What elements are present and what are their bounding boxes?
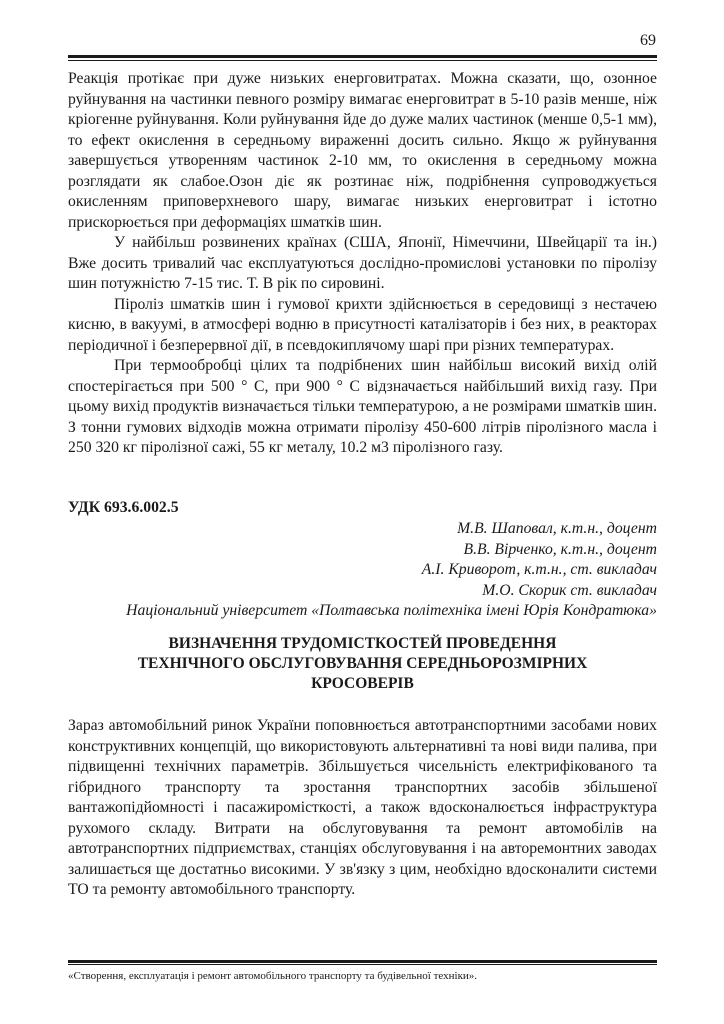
paragraph-introduction: Зараз автомобільний ринок України поповнюється автотранспортними засобами нових конструктивних концепцій, що використовують альтернативні та нові види палива, при підвищенні технічних параметрів. Збільшується чисельність електрифікованого та гібридного транспорту та зростання транспортних засобів збільшеної вантажопідйомності і пасажиромісткості, а також вдосконалюється інфраструктура рухомого складу. Витрати на обслуговування та ремонт автомобілів на автотранспортних підприємствах, станціях обслуговування і на авторемонтних заводах залишається ще достатньо високими. У зв'язку з цим, необхідно вдосконалити системи ТО та ремонту автомобільного транспорту. (68, 717, 657, 898)
paper-title (68, 634, 657, 694)
paragraph-ozone-destruction: Реакція протікає при дуже низьких енерговитратах. Можна сказати, що, озонное руйнування на частинки певного розміру вимагає енерговитрат в 5-10 разів менше, ніж кріогенне руйнування. Коли руйнування йде до дуже малих частинок (менше 0,5-1 мм), то ефект окислення в середньому вираженні досить сильно. Якщо ж руйнування завершується утворенням частинок 2-10 мм, то окислення в середньому можна розглядати як слабое.Озон діє як розтинає ніж, подрібнення супроводжується окисленням приповерхневого шару, вимагає низьких енерговитрат і істотно прискорюється при деформаціях шматків шин. (68, 70, 657, 231)
header-rule-thin (68, 60, 657, 61)
udk-code: УДК 693.6.002.5 (68, 499, 179, 516)
continued-text-block (68, 69, 657, 459)
paragraph-thermal-processing: При термообробці цілих та подрібнених шин найбільш високий вихід олій спостерігається при 500 ° С, при 900 ° С відзначається найбільший вихід газу. При цьому вихід продуктів визначається тільки температурою, а не розмірами шматків шин. З тонни гумових відходів можна отримати піролізу 450-600 літрів піролізного масла і 250 320 кг піролізної сажі, 55 кг металу, 10.2 м3 піролізного газу. (68, 357, 657, 456)
author-line: М.О. Скорик ст. викладач (482, 581, 657, 599)
author-line: М.В. Шаповал, к.т.н., доцент (457, 520, 657, 537)
author-line: В.В. Вірченко, к.т.н., доцент (463, 540, 657, 558)
paragraph-developed-countries: У найбільш розвинених країнах (США, Японії, Німеччини, Швейцарії та ін.) Вже досить тривалий час експлуатуються дослідно-промислові установки по піролізу шин потужністю 7-15 тис. Т. В рік по сировині. (68, 234, 657, 292)
page-number: 69 (640, 32, 656, 49)
affiliation: Національний університет «Полтавська політехніка імені Юрія Кондратюка» (126, 602, 657, 619)
introduction-text-block (68, 716, 657, 901)
title-line: ВИЗНАЧЕННЯ ТРУДОМІСТКОСТЕЙ ПРОВЕДЕННЯ (168, 635, 557, 652)
author-block (68, 519, 657, 622)
header-rule-thick (68, 55, 657, 58)
paragraph-pyrolysis-conditions: Піроліз шматків шин і гумової крихти здійснюється в середовищі з нестачею кисню, в вакуумі, в атмосфері водню в присутності каталізаторів і без них, в реакторах періодичної і безперервної дії, в псевдокиплячому шарі при різних температурах. (68, 295, 657, 354)
title-line: ТЕХНІЧНОГО ОБСЛУГОВУВАННЯ СЕРЕДНЬОРОЗМІРНИХ (137, 655, 588, 672)
footer-rule-thin (68, 964, 657, 965)
title-line: КРОСОВЕРІВ (311, 675, 414, 692)
author-line: А.І. Криворот, к.т.н., ст. викладач (421, 561, 657, 578)
footer-rule-thick (68, 960, 657, 963)
running-footer: «Створення, експлуатація і ремонт автомобільного транспорту та будівельної техніки». (68, 970, 478, 982)
